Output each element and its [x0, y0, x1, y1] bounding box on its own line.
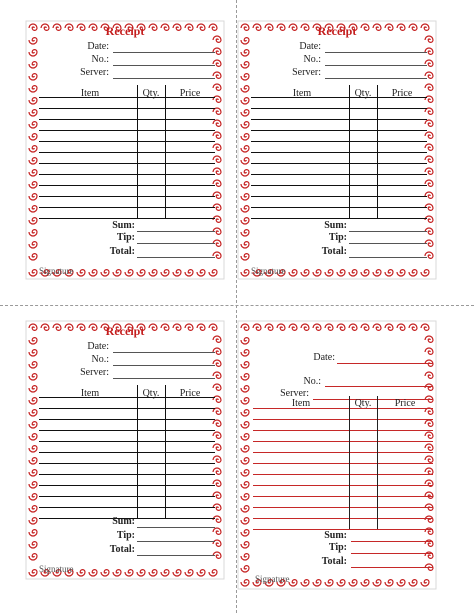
table-row-line [39, 108, 215, 109]
swirl-ornament [241, 362, 249, 368]
swirl-ornament [425, 420, 433, 426]
qty-column-header: Qty. [142, 388, 160, 399]
swirl-ornament [241, 206, 249, 212]
swirl-ornament [241, 218, 249, 224]
swirl-ornament [29, 134, 37, 140]
number-label: No.: [303, 54, 321, 65]
swirl-ornament [241, 270, 249, 276]
date-label: Date: [299, 41, 321, 52]
table-row-line [251, 163, 427, 164]
swirl-ornament [241, 194, 249, 200]
swirl-ornament [29, 434, 37, 440]
swirl-ornament [213, 456, 221, 462]
table-row-line [251, 130, 427, 131]
tip-field[interactable] [349, 243, 427, 244]
table-row-line [39, 218, 215, 219]
swirl-ornament [89, 270, 97, 276]
swirl-ornament [325, 270, 333, 276]
swirl-ornament [425, 348, 433, 354]
swirl-ornament [29, 362, 37, 368]
sum-field[interactable] [137, 527, 215, 528]
swirl-ornament [361, 580, 369, 586]
table-row-line [39, 419, 215, 420]
sum-label: Sum: [112, 516, 135, 527]
date-field[interactable] [325, 52, 427, 53]
swirl-ornament [213, 432, 221, 438]
swirl-ornament [161, 270, 169, 276]
swirl-ornament [149, 570, 157, 576]
swirl-ornament [213, 132, 221, 138]
table-column-line [165, 85, 166, 218]
swirl-ornament [29, 422, 37, 428]
swirl-ornament [29, 146, 37, 152]
swirl-ornament [29, 410, 37, 416]
swirl-ornament [149, 270, 157, 276]
number-field[interactable] [113, 65, 215, 66]
sum-label: Sum: [324, 530, 347, 541]
swirl-ornament [213, 420, 221, 426]
table-row-line [251, 119, 427, 120]
table-row-line [39, 441, 215, 442]
swirl-ornament [385, 324, 393, 330]
swirl-ornament [325, 324, 333, 330]
swirl-ornament [29, 158, 37, 164]
server-field[interactable] [113, 378, 215, 379]
swirl-ornament [213, 120, 221, 126]
receipt-title: Receipt [105, 24, 145, 38]
swirl-ornament [425, 456, 433, 462]
swirl-ornament [325, 580, 333, 586]
swirl-ornament [265, 324, 273, 330]
swirl-ornament [361, 270, 369, 276]
price-column-header: Price [391, 88, 413, 99]
table-row-line [39, 130, 215, 131]
swirl-ornament [173, 270, 181, 276]
swirl-ornament [241, 446, 249, 452]
swirl-ornament [29, 170, 37, 176]
table-row-line [251, 141, 427, 142]
table-row-line [253, 485, 433, 486]
number-label: No.: [303, 376, 321, 387]
item-column-header: Item [80, 88, 100, 99]
swirl-ornament [425, 120, 433, 126]
tip-field[interactable] [351, 553, 433, 554]
swirl-ornament [29, 218, 37, 224]
swirl-ornament [425, 432, 433, 438]
table-row-line [253, 441, 433, 442]
receipt-top-right [237, 20, 437, 280]
total-label: Total: [321, 556, 347, 567]
table-row-line [251, 185, 427, 186]
swirl-ornament [425, 144, 433, 150]
signature-label: Signature [39, 564, 74, 574]
receipt-title: Receipt [105, 324, 145, 338]
table-row-line [253, 452, 433, 453]
swirl-ornament [313, 324, 321, 330]
swirl-ornament [29, 482, 37, 488]
swirl-ornament [197, 270, 205, 276]
date-field[interactable] [113, 352, 215, 353]
table-row-line [39, 397, 215, 398]
swirl-ornament [29, 254, 37, 260]
swirl-ornament [241, 50, 249, 56]
table-row-line [39, 174, 215, 175]
date-field[interactable] [337, 363, 433, 364]
swirl-ornament [77, 570, 85, 576]
swirl-ornament [213, 516, 221, 522]
swirl-ornament [29, 122, 37, 128]
server-field[interactable] [325, 78, 427, 79]
swirl-ornament [29, 182, 37, 188]
swirl-ornament [29, 530, 37, 536]
swirl-ornament [241, 458, 249, 464]
item-column-header: Item [292, 88, 312, 99]
sum-field[interactable] [137, 231, 215, 232]
swirl-ornament [421, 324, 429, 330]
qty-column-header: Qty. [354, 398, 372, 409]
swirl-ornament [289, 324, 297, 330]
table-row-line [253, 408, 433, 409]
swirl-ornament [29, 206, 37, 212]
swirl-ornament [29, 458, 37, 464]
number-field[interactable] [325, 65, 427, 66]
table-row-line [39, 119, 215, 120]
sum-label: Sum: [324, 220, 347, 231]
swirl-ornament [241, 350, 249, 356]
swirl-ornament [337, 270, 345, 276]
swirl-ornament [161, 570, 169, 576]
swirl-ornament [29, 230, 37, 236]
tip-label: Tip: [328, 542, 347, 553]
table-row-line [39, 196, 215, 197]
swirl-ornament [113, 570, 121, 576]
sum-field[interactable] [351, 541, 433, 542]
total-field[interactable] [137, 555, 215, 556]
swirl-ornament [337, 580, 345, 586]
number-label: No.: [91, 54, 109, 65]
swirl-ornament [361, 324, 369, 330]
swirl-ornament [29, 242, 37, 248]
receipt-title: Receipt [317, 24, 357, 38]
swirl-ornament [29, 470, 37, 476]
swirl-ornament [241, 580, 249, 586]
table-row-line [251, 207, 427, 208]
swirl-ornament [241, 338, 249, 344]
signature-label: Signature [39, 266, 74, 276]
swirl-ornament [241, 482, 249, 488]
swirl-ornament [185, 570, 193, 576]
swirl-ornament [213, 444, 221, 450]
total-label: Total: [321, 246, 347, 257]
swirl-ornament [253, 324, 261, 330]
swirl-ornament [137, 270, 145, 276]
date-label: Date: [87, 41, 109, 52]
table-row-line [253, 496, 433, 497]
total-field[interactable] [349, 257, 427, 258]
signature-label: Signature [251, 266, 286, 276]
number-label: No.: [91, 354, 109, 365]
total-label: Total: [109, 246, 135, 257]
server-label: Server: [280, 388, 309, 399]
swirl-ornament [241, 122, 249, 128]
table-row-line [253, 419, 433, 420]
swirl-ornament [425, 156, 433, 162]
total-field[interactable] [351, 567, 433, 568]
swirl-ornament [241, 254, 249, 260]
swirl-ornament [301, 324, 309, 330]
item-column-header: Item [291, 398, 311, 409]
swirl-ornament [241, 434, 249, 440]
table-row-line [39, 452, 215, 453]
swirl-ornament [137, 570, 145, 576]
signature-label: Signature [255, 574, 290, 584]
swirl-ornament [29, 110, 37, 116]
swirl-ornament [77, 270, 85, 276]
swirl-ornament [29, 518, 37, 524]
swirl-ornament [241, 422, 249, 428]
table-row-line [253, 430, 433, 431]
swirl-ornament [29, 50, 37, 56]
swirl-ornament [173, 570, 181, 576]
server-field[interactable] [113, 78, 215, 79]
swirl-ornament [385, 580, 393, 586]
table-column-line [377, 85, 378, 218]
table-column-line [349, 85, 350, 218]
tip-field[interactable] [137, 243, 215, 244]
swirl-ornament [89, 570, 97, 576]
swirl-ornament [29, 570, 37, 576]
price-column-header: Price [179, 388, 201, 399]
total-label: Total: [109, 544, 135, 555]
swirl-ornament [349, 270, 357, 276]
table-row-line [39, 185, 215, 186]
swirl-ornament [425, 216, 433, 222]
table-row-line [253, 474, 433, 475]
swirl-ornament [29, 350, 37, 356]
swirl-ornament [337, 324, 345, 330]
swirl-ornament [213, 156, 221, 162]
swirl-ornament [29, 554, 37, 560]
table-row-line [39, 97, 215, 98]
swirl-ornament [289, 270, 297, 276]
number-field[interactable] [113, 365, 215, 366]
swirl-ornament [349, 580, 357, 586]
swirl-ornament [125, 570, 133, 576]
swirl-ornament [241, 74, 249, 80]
swirl-ornament [313, 270, 321, 276]
swirl-ornament [29, 374, 37, 380]
swirl-ornament [209, 270, 217, 276]
swirl-ornament [397, 324, 405, 330]
swirl-ornament [301, 270, 309, 276]
swirl-ornament [425, 516, 433, 522]
swirl-ornament [241, 98, 249, 104]
swirl-ornament [29, 270, 37, 276]
date-label: Date: [87, 341, 109, 352]
swirl-ornament [241, 86, 249, 92]
sum-field[interactable] [349, 231, 427, 232]
swirl-ornament [241, 542, 249, 548]
swirl-ornament [213, 144, 221, 150]
swirl-ornament [289, 580, 297, 586]
table-row-line [39, 207, 215, 208]
swirl-ornament [213, 528, 221, 534]
swirl-ornament [425, 444, 433, 450]
swirl-ornament [241, 324, 249, 330]
swirl-ornament [241, 62, 249, 68]
table-row-line [39, 496, 215, 497]
swirl-ornament [373, 270, 381, 276]
swirl-ornament [29, 446, 37, 452]
tip-label: Tip: [116, 232, 135, 243]
swirl-ornament [241, 530, 249, 536]
swirl-ornament [241, 230, 249, 236]
swirl-ornament [373, 324, 381, 330]
table-row-line [39, 430, 215, 431]
swirl-ornament [241, 410, 249, 416]
tip-label: Tip: [116, 530, 135, 541]
swirl-ornament [101, 570, 109, 576]
swirl-ornament [209, 570, 217, 576]
qty-column-header: Qty. [354, 88, 372, 99]
receipt-bottom-left [25, 320, 225, 580]
swirl-ornament [29, 542, 37, 548]
sum-label: Sum: [112, 220, 135, 231]
swirl-ornament [241, 494, 249, 500]
table-column-line [349, 396, 350, 529]
price-column-header: Price [179, 88, 201, 99]
swirl-ornament [425, 336, 433, 342]
swirl-ornament [213, 216, 221, 222]
swirl-ornament [421, 580, 429, 586]
swirl-ornament [241, 242, 249, 248]
swirl-ornament [29, 98, 37, 104]
swirl-ornament [241, 170, 249, 176]
swirl-ornament [29, 194, 37, 200]
tip-label: Tip: [328, 232, 347, 243]
receipt-bottom-right [237, 320, 437, 590]
table-column-line [165, 385, 166, 518]
swirl-ornament [421, 270, 429, 276]
table-row-line [39, 163, 215, 164]
swirl-ornament [277, 324, 285, 330]
table-row-line [251, 108, 427, 109]
swirl-ornament [29, 74, 37, 80]
table-row-line [39, 152, 215, 153]
server-label: Server: [292, 67, 321, 78]
table-row-line [251, 152, 427, 153]
swirl-ornament [29, 398, 37, 404]
server-label: Server: [80, 367, 109, 378]
swirl-ornament [241, 386, 249, 392]
swirl-ornament [101, 270, 109, 276]
swirl-ornament [241, 566, 249, 572]
table-row-line [39, 485, 215, 486]
swirl-ornament [301, 580, 309, 586]
swirl-ornament [241, 374, 249, 380]
table-row-line [39, 141, 215, 142]
swirl-ornament [241, 110, 249, 116]
table-column-line [137, 385, 138, 518]
total-field[interactable] [137, 257, 215, 258]
swirl-ornament [409, 270, 417, 276]
table-row-line [251, 97, 427, 98]
table-row-line [39, 463, 215, 464]
swirl-ornament [425, 132, 433, 138]
swirl-ornament [373, 580, 381, 586]
swirl-ornament [241, 134, 249, 140]
swirl-ornament [113, 270, 121, 276]
table-row-line [39, 408, 215, 409]
horizontal-cut-line [0, 305, 474, 306]
swirl-ornament [241, 158, 249, 164]
swirl-ornament [241, 506, 249, 512]
table-row-line [253, 463, 433, 464]
date-label: Date: [313, 352, 335, 363]
tip-field[interactable] [137, 541, 215, 542]
date-field[interactable] [113, 52, 215, 53]
swirl-ornament [241, 554, 249, 560]
qty-column-header: Qty. [142, 88, 160, 99]
table-row-line [253, 518, 433, 519]
table-row-line [39, 474, 215, 475]
table-row-line [39, 507, 215, 508]
swirl-ornament [409, 324, 417, 330]
server-label: Server: [80, 67, 109, 78]
swirl-ornament [409, 580, 417, 586]
table-row-line [251, 218, 427, 219]
table-column-line [137, 85, 138, 218]
table-column-line [377, 396, 378, 529]
swirl-ornament [349, 324, 357, 330]
swirl-ornament [397, 270, 405, 276]
swirl-ornament [385, 270, 393, 276]
swirl-ornament [313, 580, 321, 586]
swirl-ornament [241, 470, 249, 476]
swirl-ornament [185, 270, 193, 276]
swirl-ornament [197, 570, 205, 576]
swirl-ornament [29, 62, 37, 68]
swirl-ornament [29, 506, 37, 512]
swirl-ornament [241, 518, 249, 524]
number-field[interactable] [325, 386, 433, 387]
swirl-ornament [397, 580, 405, 586]
swirl-ornament [241, 146, 249, 152]
swirl-ornament [241, 182, 249, 188]
price-column-header: Price [394, 398, 416, 409]
swirl-ornament [29, 494, 37, 500]
swirl-ornament [125, 270, 133, 276]
swirl-ornament [425, 384, 433, 390]
swirl-ornament [241, 398, 249, 404]
receipt-top-left [25, 20, 225, 280]
table-row-line [253, 507, 433, 508]
item-column-header: Item [80, 388, 100, 399]
swirl-ornament [29, 386, 37, 392]
swirl-ornament [425, 372, 433, 378]
swirl-ornament [29, 86, 37, 92]
table-row-line [251, 196, 427, 197]
table-row-line [251, 174, 427, 175]
